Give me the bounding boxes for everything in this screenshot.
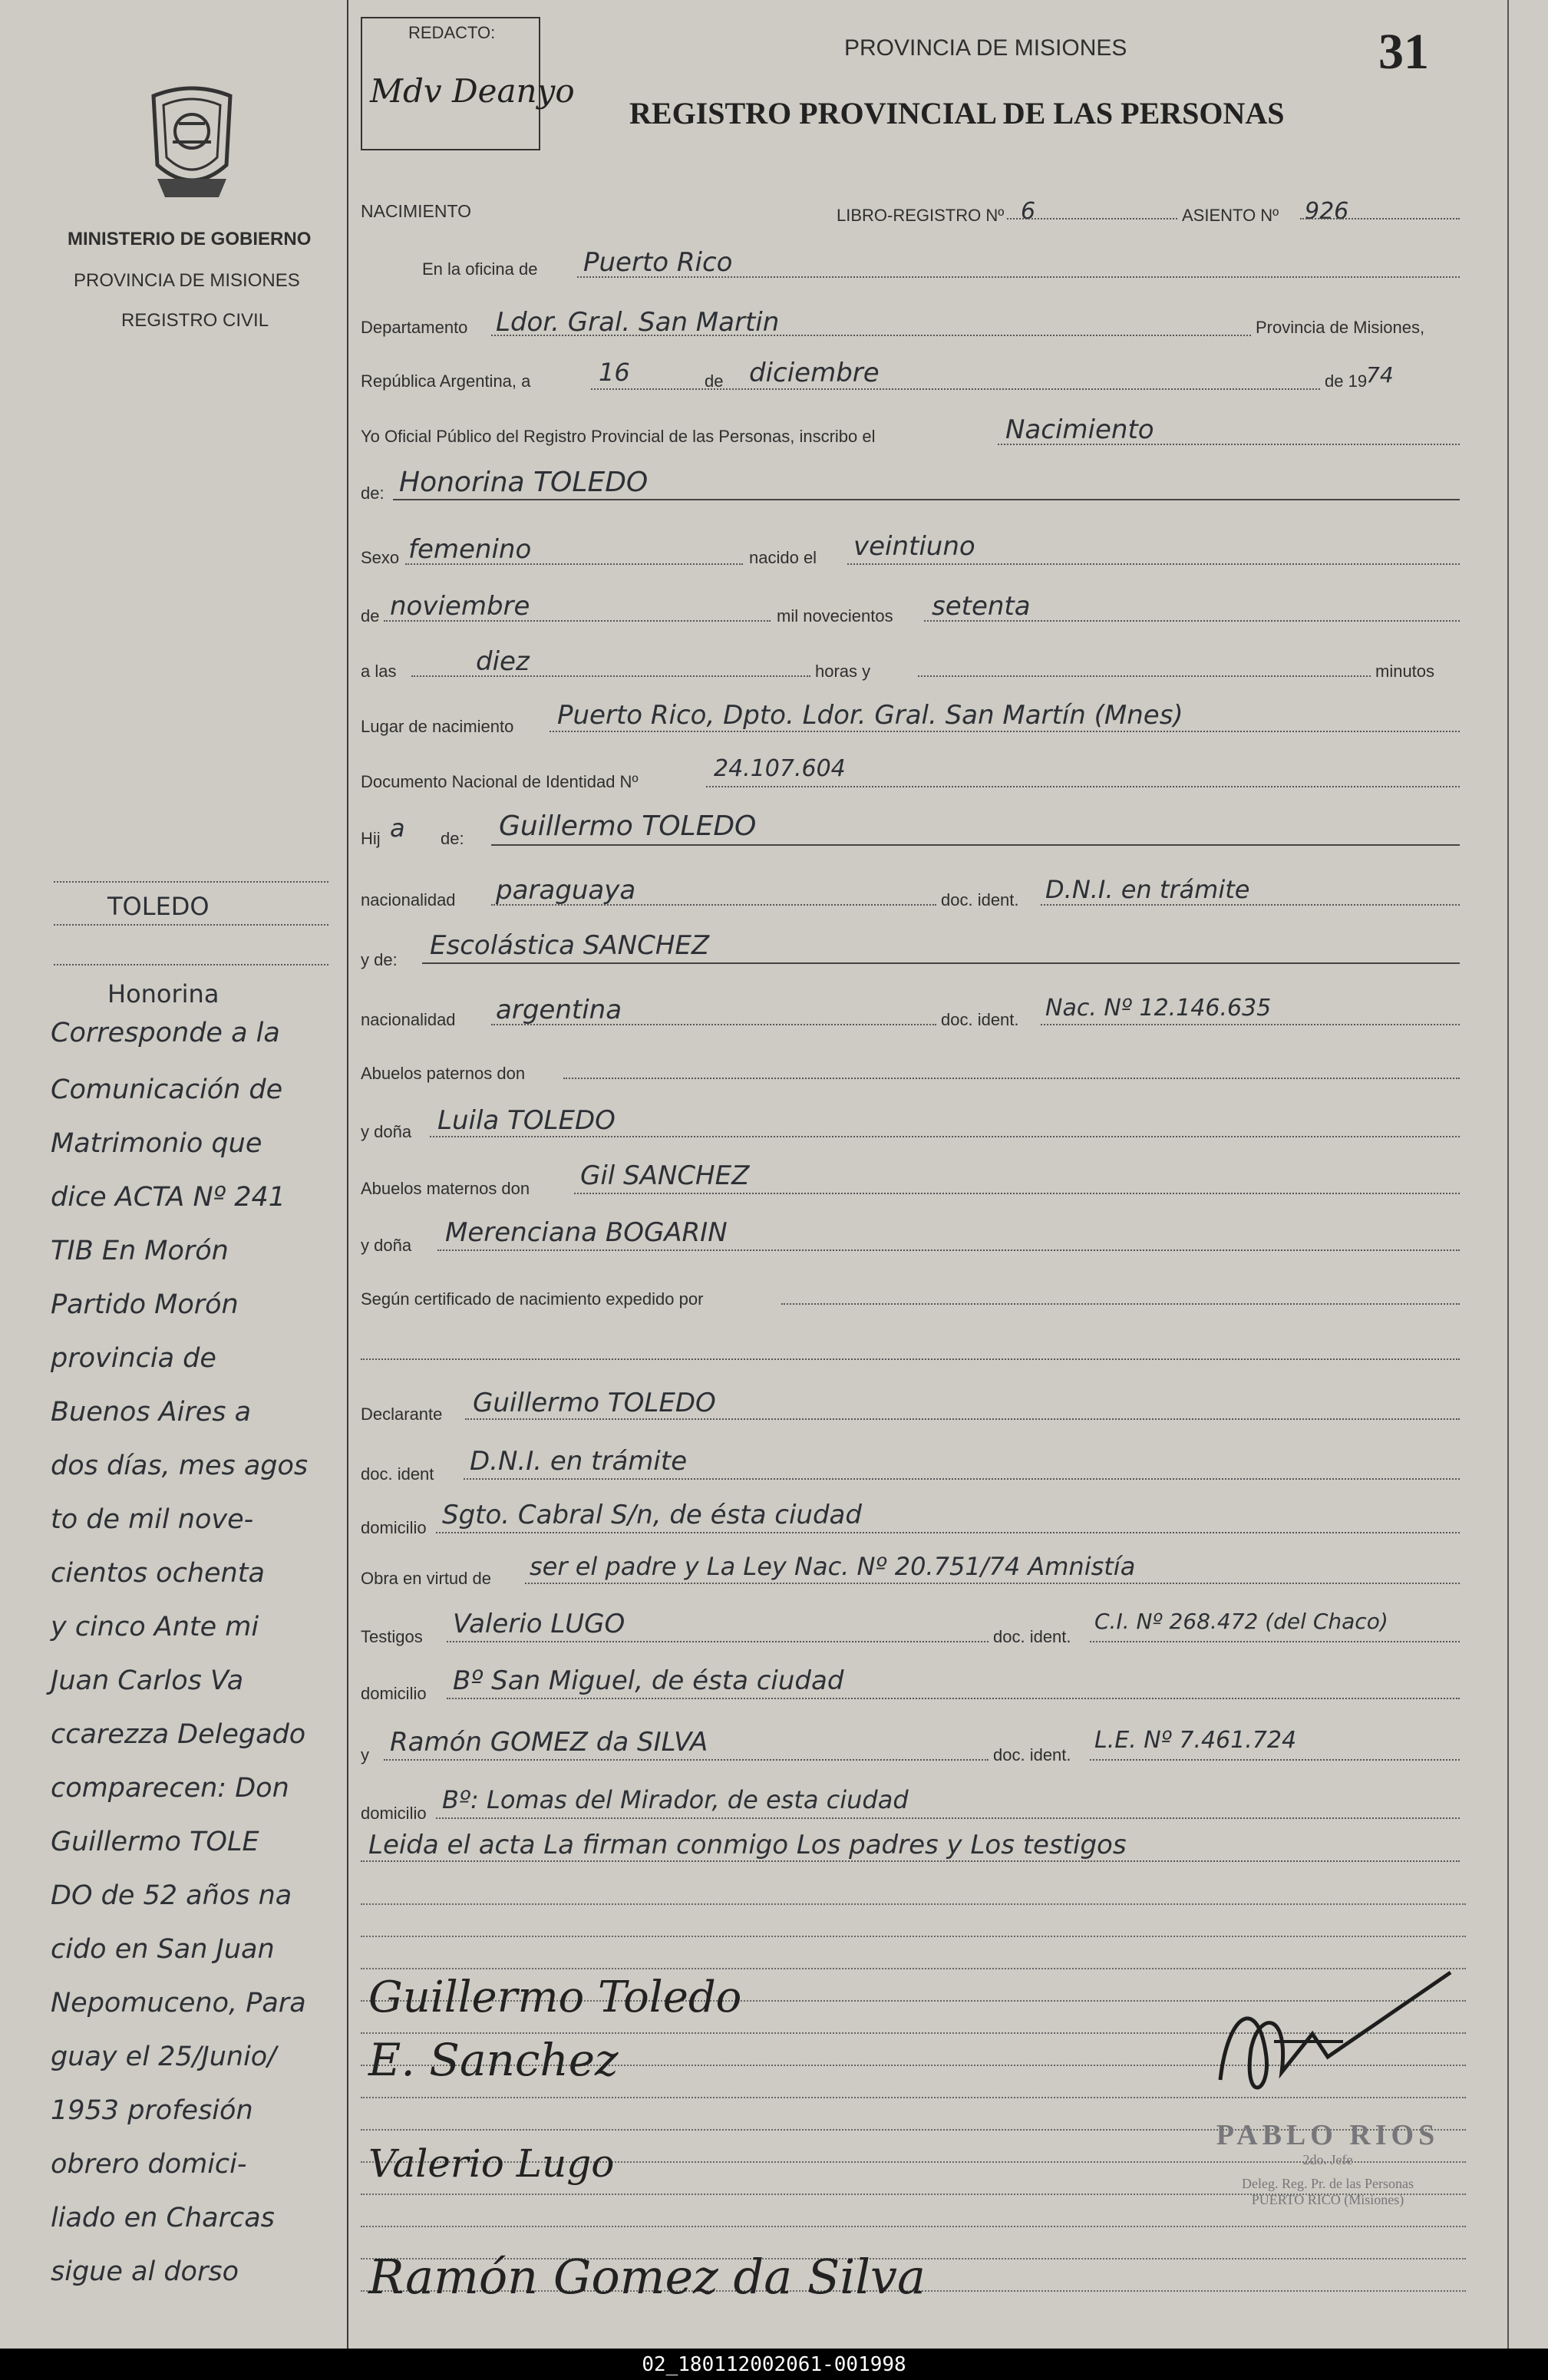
birth-month-label: de <box>361 606 380 626</box>
republic-label: República Argentina, a <box>361 371 531 391</box>
witness-2-address: Bº: Lomas del Mirador, de esta ciudad <box>442 1785 909 1814</box>
birthplace-label: Lugar de nacimiento <box>361 717 514 736</box>
department-value: Ldor. Gral. San Martin <box>496 307 780 338</box>
year-label: de 19 <box>1325 371 1368 391</box>
margin-note-line-1: Corresponde a la <box>51 1018 280 1048</box>
witness-2-document: L.E. Nº 7.461.724 <box>1094 1727 1297 1754</box>
margin-note-line-13: Juan Carlos Va <box>51 1665 244 1696</box>
declarant-address-label: domicilio <box>361 1518 427 1537</box>
child-of-label: Hij <box>361 829 381 848</box>
margin-note-line-12: y cinco Ante mi <box>51 1612 259 1642</box>
maternal-grandparents-label: Abuelos maternos don <box>361 1179 530 1198</box>
paternal-grandparents-label: Abuelos paternos don <box>361 1064 526 1083</box>
margin-note-line-21: 1953 profesión <box>51 2095 253 2126</box>
signature-father: Guillermo Toledo <box>368 1972 742 2022</box>
province-heading: PROVINCIA DE MISIONES <box>74 270 300 291</box>
witness-2-address-label: domicilio <box>361 1804 427 1823</box>
paternal-grandmother-label: y doña <box>361 1122 412 1141</box>
province-label: Provincia de Misiones, <box>1256 318 1425 337</box>
declarant-document: D.N.I. en trámite <box>470 1446 688 1477</box>
minutes-label: minutos <box>1375 662 1435 681</box>
page-number: 31 <box>1378 24 1429 80</box>
sex-value: femenino <box>408 534 532 565</box>
right-page-border <box>1507 0 1509 2349</box>
registry-title: REGISTRO PROVINCIAL DE LAS PERSONAS <box>629 96 1285 130</box>
birth-day: veintiuno <box>853 531 975 562</box>
margin-note-line-24: sigue al dorso <box>51 2256 239 2287</box>
mother-nationality: argentina <box>496 995 622 1025</box>
office-label: En la oficina de <box>422 259 538 279</box>
mother-name: Escolástica SANCHEZ <box>430 930 710 961</box>
maternal-grandmother: Merenciana BOGARIN <box>445 1217 728 1248</box>
witness-2-label: y <box>361 1745 369 1764</box>
margin-note-line-19: Nepomuceno, Para <box>51 1988 306 2019</box>
birth-hour: diez <box>476 646 530 677</box>
declarant-doc-label: doc. ident <box>361 1464 434 1484</box>
officer-statement: Yo Oficial Público del Registro Provincial de las Personas, inscribo el <box>361 427 876 446</box>
libro-label: LIBRO-REGISTRO Nº <box>837 206 1005 225</box>
acting-by-label: Obra en virtud de <box>361 1569 491 1588</box>
stamp-name: PABLO RIOS <box>1216 2119 1440 2151</box>
time-label: a las <box>361 662 397 681</box>
child-gender-suffix: a <box>390 814 405 843</box>
witness-2-doc-label: doc. ident. <box>993 1745 1071 1764</box>
scan-identifier: 02_180112002061-001998 <box>642 2353 906 2376</box>
margin-note-line-9: dos días, mes agos <box>51 1451 309 1481</box>
witness-1-address: Bº San Miguel, de ésta ciudad <box>453 1665 844 1696</box>
ministry-heading: MINISTERIO DE GOBIERNO <box>68 229 312 249</box>
margin-note-line-18: cido en San Juan <box>51 1934 275 1965</box>
civil-registry-heading: REGISTRO CIVIL <box>121 310 269 331</box>
hours-label: horas y <box>815 662 871 681</box>
witness-1-name: Valerio LUGO <box>453 1609 625 1639</box>
department-label: Departamento <box>361 318 468 337</box>
child-name: Honorina TOLEDO <box>399 467 649 498</box>
registration-month: diciembre <box>749 358 880 388</box>
father-name: Guillermo TOLEDO <box>499 810 757 842</box>
father-doc-label: doc. ident. <box>941 890 1019 909</box>
father-de-label: de: <box>441 829 464 848</box>
dni-label: Documento Nacional de Identidad Nº <box>361 772 639 791</box>
birth-year-words: setenta <box>932 591 1031 622</box>
section-label: NACIMIENTO <box>361 201 471 221</box>
left-column-border <box>347 0 348 2349</box>
margin-note-line-22: obrero domici- <box>51 2149 247 2180</box>
margin-note-line-5: TIB En Morón <box>51 1236 229 1266</box>
margin-surname: TOLEDO <box>107 892 210 921</box>
libro-value: 6 <box>1021 198 1036 225</box>
certificate-label: Según certificado de nacimiento expedido por <box>361 1289 704 1309</box>
declarant-name: Guillermo TOLEDO <box>473 1388 716 1418</box>
act-type: Nacimiento <box>1005 414 1154 445</box>
maternal-grandfather: Gil SANCHEZ <box>580 1160 750 1191</box>
margin-note-line-3: Matrimonio que <box>51 1128 262 1159</box>
de-label: de <box>705 371 724 391</box>
signature-witness-1: Valerio Lugo <box>368 2141 615 2186</box>
margin-note-line-20: guay el 25/Junio/ <box>51 2042 277 2072</box>
stamp-office: Deleg. Reg. Pr. de las Personas <box>1242 2176 1414 2191</box>
witness-1-document: C.I. Nº 268.472 (del Chaco) <box>1094 1609 1388 1634</box>
witnesses-label: Testigos <box>361 1627 423 1646</box>
margin-note-line-2: Comunicación de <box>51 1074 283 1105</box>
declarant-label: Declarante <box>361 1405 443 1424</box>
birth-month: noviembre <box>390 591 530 622</box>
asiento-value: 926 <box>1305 198 1349 225</box>
margin-note-line-17: DO de 52 años na <box>51 1880 292 1911</box>
margin-note-line-15: comparecen: Don <box>51 1773 289 1804</box>
declarant-address: Sgto. Cabral S/n, de ésta ciudad <box>442 1500 862 1530</box>
registration-day: 16 <box>599 358 630 387</box>
witness-1-doc-label: doc. ident. <box>993 1627 1071 1646</box>
redacto-signature: Mdv Deanyo <box>370 72 575 110</box>
margin-note-line-14: ccarezza Delegado <box>51 1719 306 1750</box>
margin-note-line-11: cientos ochenta <box>51 1558 265 1589</box>
sex-label: Sexo <box>361 548 400 567</box>
redacto-label: REDACTO: <box>408 23 496 42</box>
paternal-grandmother: Luila TOLEDO <box>437 1105 616 1136</box>
father-nationality: paraguaya <box>496 875 636 906</box>
registration-year: 74 <box>1366 362 1394 388</box>
birthplace-value: Puerto Rico, Dpto. Ldor. Gral. San Martín (Mnes) <box>557 700 1183 731</box>
margin-note-line-8: Buenos Aires a <box>51 1397 252 1428</box>
witness-1-address-label: domicilio <box>361 1684 427 1703</box>
office-value: Puerto Rico <box>583 247 733 278</box>
coat-of-arms-seal <box>142 81 242 203</box>
official-signature <box>1197 1965 1458 2118</box>
margin-note-line-6: Partido Morón <box>51 1289 239 1320</box>
stamp-title: 2do. Jefe <box>1302 2152 1353 2167</box>
province-title: PROVINCIA DE MISIONES <box>844 35 1127 61</box>
name-label: de: <box>361 484 385 503</box>
redacto-box <box>361 17 575 150</box>
margin-note-line-10: to de mil nove- <box>51 1504 254 1535</box>
margin-note-line-4: dice ACTA Nº 241 <box>51 1182 286 1213</box>
official-stamp <box>1167 2118 1489 2208</box>
mother-nationality-label: nacionalidad <box>361 1010 456 1029</box>
stamp-place: PUERTO RICO (Misiones) <box>1251 2192 1404 2207</box>
witness-2-name: Ramón GOMEZ da SILVA <box>390 1727 708 1758</box>
signature-mother: E. Sanchez <box>368 2034 619 2086</box>
father-document: D.N.I. en trámite <box>1045 875 1250 904</box>
margin-note-line-7: provincia de <box>51 1343 216 1374</box>
thousand-label: mil novecientos <box>777 606 893 626</box>
born-label: nacido el <box>749 548 817 567</box>
mother-document: Nac. Nº 12.146.635 <box>1045 995 1272 1022</box>
signature-witness-2: Ramón Gomez da Silva <box>368 2249 926 2305</box>
margin-note-line-23: liado en Charcas <box>51 2203 275 2233</box>
mother-doc-label: doc. ident. <box>941 1010 1019 1029</box>
acting-by-value: ser el padre y La Ley Nac. Nº 20.751/74 Amnistía <box>530 1552 1136 1581</box>
closing-statement: Leida el acta La firman conmigo Los padres y Los testigos <box>368 1830 1127 1860</box>
dni-value: 24.107.604 <box>714 755 846 782</box>
margin-note-line-16: Guillermo TOLE <box>51 1827 259 1857</box>
margin-given-name: Honorina <box>107 979 219 1008</box>
asiento-label: ASIENTO Nº <box>1182 206 1279 225</box>
maternal-grandmother-label: y doña <box>361 1236 412 1255</box>
father-nationality-label: nacionalidad <box>361 890 456 909</box>
mother-label: y de: <box>361 950 398 969</box>
